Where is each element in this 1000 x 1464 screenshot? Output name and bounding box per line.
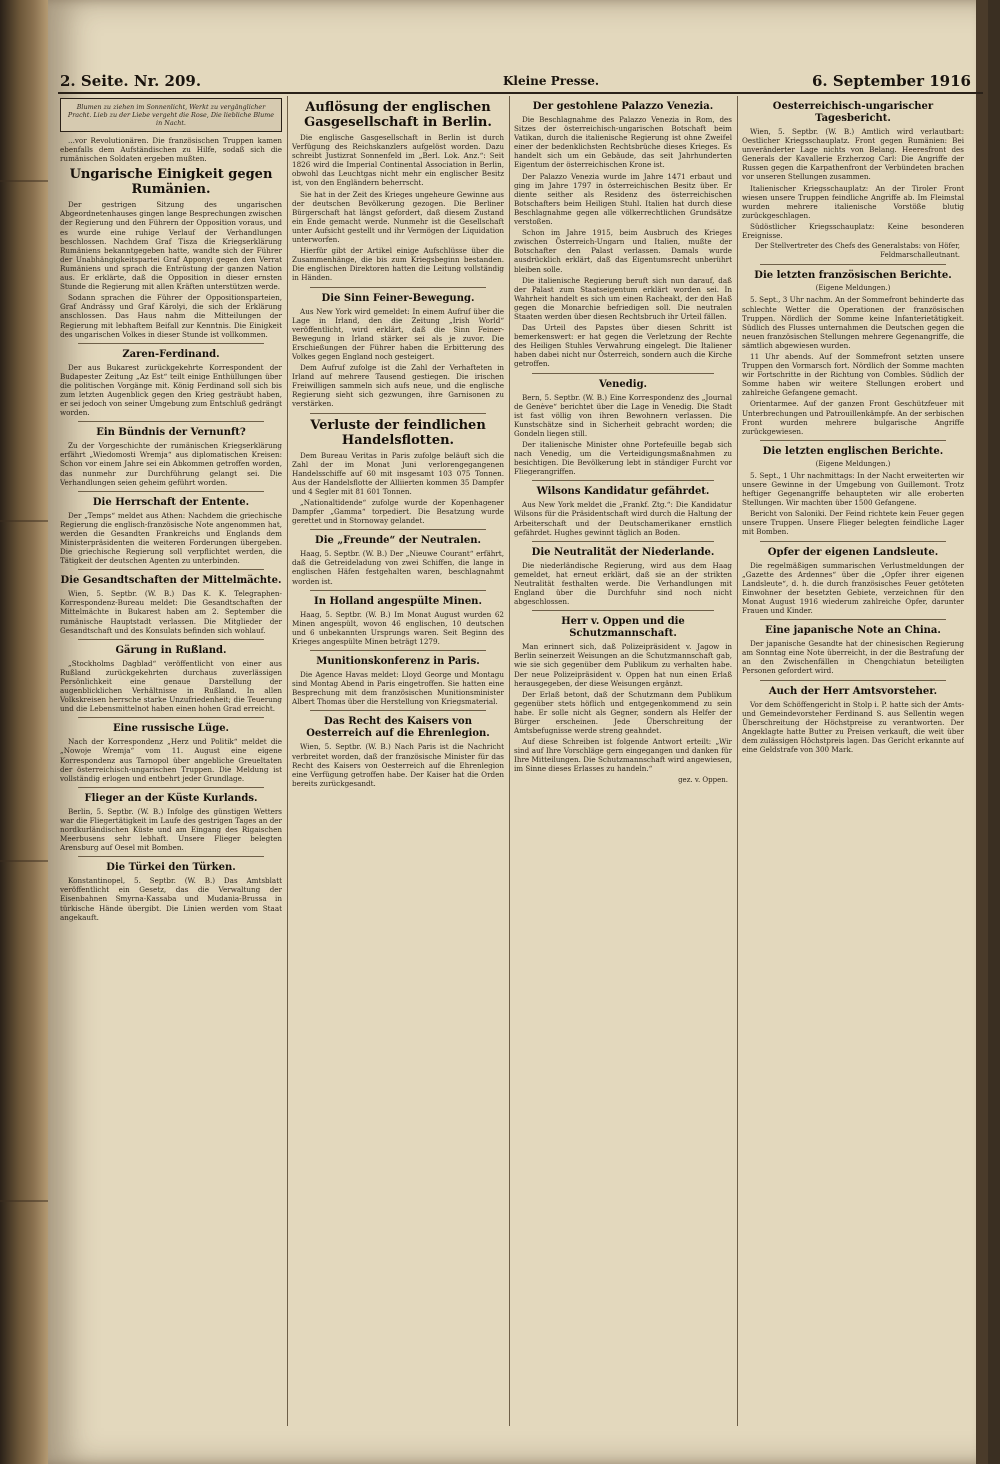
column-4 — [742, 96, 964, 1431]
divider — [532, 480, 714, 481]
headline: Eine russische Lüge. — [112, 723, 230, 735]
article-text: Der aus Bukarest zurückgekehrte Korrespondent der Budapester Zeitung „Az Est“ teilt einige Enthüllungen über die politischen Vorgänge mit. König Ferdinand soll sich bis zum letzten Augenblick gegen den Krieg gesträubt haben, er sei jedoch von seiner Umgebung zum Entschluß gedrängt worden. — [60, 362, 282, 418]
headline: Gärung in Rußland. — [115, 644, 227, 656]
article-text: ...vor Revolutionären. Die französischen Truppen kamen ebenfalls dem Aufständischen zu Hilfe, sodaß sich die rumänischen Soldaten ergeben mußten. — [60, 136, 282, 164]
article-text: Wien, 5. Septbr. (W. B.) Nach Paris ist die Nachricht verbreitet worden, daß der französische Minister für das Recht des Kaisers von Oesterreich auf die Ehrenlegion eine Verfügung getroffen habe. Der Kaiser hat die Orden bereits zurückgesandt. — [292, 742, 504, 788]
divider — [760, 680, 946, 681]
article-text: Südöstlicher Kriegsschauplatz: Keine besonderen Ereignisse. — [742, 221, 964, 241]
headline: Ungarische Einigkeit gegen Rumänien. — [69, 167, 273, 198]
signature: Der Stellvertreter des Chefs des Generalstabs: von Höfer, Feldmarschalleutnant. — [754, 242, 960, 260]
headline: Opfer der eigenen Landsleute. — [767, 546, 939, 558]
poem-box: Blumen zu ziehen im Sonnenlicht, Werkt zu vergänglicher Pracht. Lieb zu der Liebe vergeht die Rose, Die liebliche Blume in Nacht. — [60, 98, 282, 132]
headline: Auch der Herr Amtsvorsteher. — [768, 685, 938, 697]
article-text: Nach der Korrespondenz „Herz und Politik“ meldet die „Nowoje Wremja“ vom 11. August eine eigene Korrespondenz aus Tarnopol über angebliche Greueltaten der österreichisch-ungarischen Truppen. Die Meldung ist vollständig erlogen und entbehrt jeder Grundlage. — [60, 737, 282, 783]
article-text: Berlin, 5. Septbr. (W. B.) Infolge des günstigen Wetters war die Fliegertätigkeit im Laufe des gestrigen Tages an der nordkurländischen Küste und am Eingang des Rigaischen Meerbusens sehr lebhaft. Unsere Flieger belegten Arensburg auf Oesel mit Bomben. — [60, 806, 282, 853]
divider — [532, 541, 714, 542]
article-text: Die italienische Regierung beruft sich nun darauf, daß der Palast zum Staatseigentum erklärt worden sei. In Wahrheit handelt es sich um einen Racheakt, der den Haß gegen die Monarchie befriedigen soll. Die neutralen Staaten werden über diesen Rechtsbruch ihr Urteil fällen. — [514, 275, 732, 321]
paper-name: Kleine Presse. — [503, 74, 600, 88]
divider — [760, 264, 946, 265]
headline: Der gestohlene Palazzo Venezia. — [532, 101, 714, 112]
signature: gez. v. Oppen. — [678, 775, 728, 784]
article-text: Die Agence Havas meldet: Lloyd George und Montagu sind Montag Abend in Paris eingetroffen. Sie hatten eine Besprechung mit dem französischen Munitionsminister Albert Thomas über die Herstellung von Kriegsmaterial. — [292, 670, 504, 707]
headline: Eine japanische Note an China. — [765, 625, 941, 637]
article-text: Hierfür gibt der Artikel einige Aufschlüsse über die Zusammenhänge, die bis zum Kriegsbeginn bestanden. Die englischen Direktoren hatten die Leitung vollständig in Händen. — [292, 246, 504, 283]
divider — [78, 421, 264, 422]
article-text: Der Erlaß betont, daß der Schutzmann dem Publikum gegenüber stets höflich und entgegenkommend zu sein habe. Er solle nicht als Gegner, sondern als Helfer der Bürger erscheinen. Jede Überschreitung der Amtsbefugnisse werde streng geahndet. — [514, 689, 732, 736]
divider — [310, 287, 486, 288]
headline: Das Recht des Kaisers von Oesterreich auf die Ehrenlegion. — [306, 716, 490, 740]
article-text: Die englische Gasgesellschaft in Berlin ist durch Verfügung des Reichskanzlers aufgelöst worden. Dazu schreibt Justizrat Sonnenfeld im „Berl. Lok. Anz.“: Seit 1826 wird die Imperial Continental Association in Berlin, obwohl das Leuchtgas nicht mehr ein englischer Besitz ist, von den Engländern beherrscht. — [292, 133, 504, 188]
article-text: Zu der Vorgeschichte der rumänischen Kriegserklärung erfährt „Wiedomosti Wremja“ aus diplomatischen Kreisen: Schon vor einem Jahre sei ein Abkommen getroffen worden, das nunmehr zur Durchführung gelangt sei. Die Verhandlungen seien geheim geführt worden. — [60, 441, 282, 487]
header-rule — [58, 92, 983, 94]
article-text: Dem Bureau Veritas in Paris zufolge beläuft sich die Zahl der im Monat Juni verlorengegangenen Handelsschiffe auf 60 mit insgesamt 103 075 Tonnen. Aus der Handelsflotte der Alliierten kommen 35 Dampfer und 4 Segler mit 81 601 Tonnen. — [292, 450, 504, 496]
article-text: „Nationaltidende“ zufolge wurde der Kopenhagener Dampfer „Gamma“ torpediert. Die Besatzung wurde gerettet und in Stornoway gelandet. — [292, 498, 504, 526]
headline: Oesterreichisch-ungarischer Tagesbericht. — [772, 101, 934, 124]
article-text: Auf diese Schreiben ist folgende Antwort erteilt: „Wir sind auf Ihre Vorschläge gern eingegangen und danken für Ihre Mitteilungen. Die Schutzmannschaft wird angewiesen, im Sinne dieses Erlasses zu handeln.“ — [514, 737, 732, 774]
article-text: 5. Sept., 1 Uhr nachmittags: In der Nacht erweiterten wir unsere Gewinne in der Umgebung von Guillemont. Trotz heftiger Gegenangriffe behaupteten wir alle eroberten Stellungen. Wir machten über 1500 Gefangene. — [742, 470, 964, 508]
newspaper-page — [48, 0, 988, 1464]
article-text: Haag, 5. Septbr. (W. B.) Im Monat August wurden 62 Minen angespült, wovon 46 englischen, 10 deutschen und 6 unbekannten Ursprungs waren. Seit Beginn des Krieges angespülte Minen beträgt 1279. — [292, 609, 504, 646]
column-2 — [292, 96, 504, 1431]
divider — [532, 373, 714, 374]
headline: Wilsons Kandidatur gefährdet. — [536, 486, 710, 498]
divider — [760, 541, 946, 542]
column-separator — [509, 96, 510, 1426]
article-text: Wien, 5. Septbr. (W. B.) Das K. K. Telegraphen-Korrespondenz-Bureau meldet: Die Gesandtschaften der Mittelmächte in Bukarest haben am 2. September die rumänische Hauptstadt verlassen. Die Mitglieder der Gesandtschaft und des Konsulats befinden sich wohlauf. — [60, 589, 282, 635]
article-text: Der japanische Gesandte hat der chinesischen Regierung am Sonntag eine Note überreicht, in der die Bestrafung der an den Zwischenfällen in Chengchiatun beteiligten Personen gefordert wird. — [742, 639, 964, 676]
divider — [78, 343, 264, 344]
page-number: 2. Seite. Nr. 209. — [60, 72, 202, 90]
page-edge — [976, 0, 988, 1464]
headline: Die Sinn Feiner-Bewegung. — [321, 292, 475, 304]
divider — [532, 610, 714, 611]
article-text: Der gestrigen Sitzung des ungarischen Abgeordnetenhauses gingen lange Besprechungen zwischen der Regierung und den Führern der Opposition voraus, und es wurde eine ruhige Verlauf der Verhandlungen beschlossen. Nachdem Graf Tisza die Kriegserklärung Rumäniens bekanntgegeben hatte, wandte sich der Führer der Unabhängigkeitspartei Graf Apponyi gegen den Verrat Rumäniens und sprach die Entrüstung der ganzen Nation aus. Er erklärte, daß die Opposition in dieser ernsten Stunde die Regierung mit allen Kräften unterstützen werde. — [60, 200, 282, 292]
article-text: Konstantinopel, 5. Septbr. (W. B.) Das Amtsblatt veröffentlicht ein Gesetz, das die Verwaltung der Eisenbahnen Smyrna-Kassaba und Mudania-Brussa in türkische Hände übergibt. Die Linien werden vom Staat angekauft. — [60, 876, 282, 922]
headline: Venedig. — [598, 378, 648, 390]
article-text: 11 Uhr abends. Auf der Sommefront setzten unsere Truppen den Vormarsch fort. Nördlich der Somme machten wir Fortschritte in der Richtung von Combles. Südlich der Somme haben wir weitere Stellungen erobert und zahlreiche Gefangene gemacht. — [742, 351, 964, 398]
article-text: Die Beschlagnahme des Palazzo Venezia in Rom, des Sitzes der österreichisch-ungarischen Botschaft beim Vatikan, durch die italienische Regierung ist ohne Zweifel einer der bedenklichsten Rechtsbrüche dieses Krieges. Es handelt sich um ein Gebäude, das seit Jahrhunderten Eigentum der österreichischen Krone ist. — [514, 115, 732, 170]
headline: Auflösung der englischen Gasgesellschaft in Berlin. — [304, 100, 492, 130]
divider — [310, 413, 486, 414]
article-text: Bericht von Saloniki. Der Feind richtete kein Feuer gegen unsere Truppen. Unsere Flieger belegten feindliche Lager mit Bomben. — [742, 509, 964, 537]
subheadline: (Eigene Meldungen.) — [815, 284, 891, 293]
divider — [78, 787, 264, 788]
article-text: Die regelmäßigen summarischen Verlustmeldungen der „Gazette des Ardennes“ über die „Opfer ihrer eigenen Landsleute“, d. h. die durch französisches Feuer getöteten Einwohner der besetzten Gebiete, verzeichnen für den Monat August 1916 wiederum zahlreiche Opfer, darunter Frauen und Kinder. — [742, 560, 964, 616]
headline: Die „Freunde“ der Neutralen. — [315, 535, 481, 547]
headline: Die Neutralität der Niederlande. — [531, 546, 715, 558]
headline: Flieger an der Küste Kurlands. — [84, 792, 258, 804]
subheadline: (Eigene Meldungen.) — [815, 459, 891, 468]
article-text: Der italienische Minister ohne Portefeuille begab sich nach Venedig, um die Verteidigungsmaßnahmen zu besichtigen. Die Bevölkerung lebt in ständiger Furcht vor Fliegerangriffen. — [514, 440, 732, 477]
column-separator — [737, 96, 738, 1426]
article-text: Orientarmee. Auf der ganzen Front Geschützfeuer mit Unterbrechungen und Patrouillenkämpfe. An der serbischen Front wurden mehrere bulgarische Angriffe zurückgewiesen. — [742, 399, 964, 436]
headline: Die letzten französischen Berichte. — [754, 270, 952, 282]
headline: Ein Bündnis der Vernunft? — [96, 427, 246, 439]
headline: Die letzten englischen Berichte. — [762, 445, 944, 457]
article-text: Der Palazzo Venezia wurde im Jahre 1471 erbaut und ging im Jahre 1797 in österreichischen Besitz über. Er diente seither als Residenz des österreichischen Botschafters beim Heiligen Stuhl. Italien hat durch diese Beschlagnahme gegen alle völkerrechtlichen Grundsätze verstoßen. — [514, 171, 732, 227]
divider — [310, 710, 486, 711]
article-text: Dem Aufruf zufolge ist die Zahl der Verhafteten in Irland auf mehrere Tausend gestiegen. Die irischen Freiwilligen sammeln sich aufs neue, und die englische Regierung sieht sich gezwungen, ihre Garnisonen zu verstärken. — [292, 363, 504, 409]
divider — [78, 717, 264, 718]
headline: In Holland angespülte Minen. — [314, 595, 482, 607]
headline: Die Gesandtschaften der Mittelmächte. — [60, 575, 282, 587]
column-1 — [60, 96, 282, 1431]
article-text: „Stockholms Dagblad“ veröffentlicht von einer aus Rußland zurückgekehrten durchaus zuverlässigen Persönlichkeit eine genaue Darstellung der augenblicklichen Verhältnisse in Rußland. In allen Volkskreisen herrsche starke Unzufriedenheit; die Teuerung und die Lebensmittelnot haben einen hohen Grad erreicht. — [60, 658, 282, 714]
article-text: Wien, 5. Septbr. (W. B.) Amtlich wird verlautbart: Oestlicher Kriegsschauplatz. Front gegen Rumänien: Bei unveränderter Lage nichts von Belang. Heeresfront des Generals der Kavallerie Erzherzog Carl: Die Angriffe der Russen gegen die Karpathenfront der Verbündeten brachen vor unseren Stellungen zusammen. — [742, 127, 964, 182]
article-text: Sodann sprachen die Führer der Oppositionsparteien, Graf Andrássy und Graf Károlyi, die sich der Erklärung anschlossen. Das Haus nahm die Mitteilungen der Regierung mit lebhaftem Beifall zur Kenntnis. Die Einigkeit des ungarischen Volkes in dieser Stunde ist vollkommen. — [60, 293, 282, 339]
divider — [78, 856, 264, 857]
headline: Munitionskonferenz in Paris. — [316, 656, 480, 668]
article-text: Der „Temps“ meldet aus Athen: Nachdem die griechische Regierung die englisch-französische Note angenommen hat, werden die Gesandten Frankreichs und Englands dem Ministerpräsidenten die weiteren Forderungen übergeben. Die griechische Regierung soll verpflichtet werden, die Tätigkeit der deutschen Agenten zu unterbinden. — [60, 510, 282, 566]
article-text: Bern, 5. Septbr. (W. B.) Eine Korrespondenz des „Journal de Genève“ berichtet über die Lage in Venedig. Die Stadt ist fast völlig von ihren Bewohnern verlassen. Die Kunstschätze sind in Sicherheit gebracht worden; die Gondeln liegen still. — [514, 392, 732, 438]
headline: Die Herrschaft der Entente. — [92, 496, 250, 508]
page-header — [58, 70, 983, 92]
article-text: Vor dem Schöffengericht in Stolp i. P. hatte sich der Amts- und Gemeindevorsteher Ferdinand S. aus Sellentin wegen Überschreitung der Höchstpreise zu verantworten. Der Angeklagte hatte Butter zu Preisen verkauft, die weit über dem zulässigen Höchstpreis lagen. Das Gericht erkannte auf eine Geldstrafe von 300 Mark. — [742, 699, 964, 754]
headline: Herr v. Oppen und die Schutzmannschaft. — [561, 616, 685, 640]
divider — [78, 491, 264, 492]
headline: Verluste der feindlichen Handelsflotten. — [310, 417, 486, 448]
headline: Die Türkei den Türken. — [106, 862, 236, 874]
article-text: Sie hat in der Zeit des Krieges ungeheure Gewinne aus der deutschen Bevölkerung gezogen. Die Berliner Bürgerschaft hat längst gefordert, daß diesem Zustand ein Ende gemacht werde. Nunmehr ist die Gesellschaft unter Aufsicht gestellt und ihr Vermögen der Liquidation unterworfen. — [292, 189, 504, 245]
article-text: Das Urteil des Papstes über diesen Schritt ist bemerkenswert: er hat gegen die Verletzung der Rechte des Heiligen Stuhles Verwahrung eingelegt. Die Italiener haben dabei nicht nur Österreich, sondern auch die Kirche getroffen. — [514, 323, 732, 369]
issue-date: 6. September 1916 — [812, 72, 971, 90]
column-separator — [287, 96, 288, 1426]
article-text: Schon im Jahre 1915, beim Ausbruch des Krieges zwischen Österreich-Ungarn und Italien, mußte der Botschafter den Palast verlassen. Damals wurde ausdrücklich erklärt, daß das Eigentumsrecht unberührt bleiben solle. — [514, 228, 732, 274]
article-text: Die niederländische Regierung, wird aus dem Haag gemeldet, hat erneut erklärt, daß sie an der strikten Neutralität festhalten werde. Die Verhandlungen mit England über die Durchfuhr sind noch nicht abgeschlossen. — [514, 560, 732, 607]
divider — [310, 650, 486, 651]
article-text: Aus New York wird gemeldet: In einem Aufruf über die Lage in Irland, den die Zeitung „Irish World“ veröffentlicht, wird erklärt, daß die Sinn Feiner-Bewegung in Irland stärker sei als je zuvor. Die Erschießungen der Führer haben die Erbitterung des Volkes gegen England noch gesteigert. — [292, 306, 504, 361]
column-3 — [514, 96, 732, 1431]
article-text: Aus New York meldet die „Frankf. Ztg.“: Die Kandidatur Wilsons für die Präsidentschaft wird durch die Haltung der Arbeiterschaft und der Deutschamerikaner ernstlich gefährdet. Hughes gewinnt täglich an Boden. — [514, 500, 732, 537]
article-text: Haag, 5. Septbr. (W. B.) Der „Nieuwe Courant“ erfährt, daß die Getreideladung von zwei Schiffen, die lange in englischen Häfen festgehalten waren, beschlagnahmt worden ist. — [292, 549, 504, 586]
divider — [760, 619, 946, 620]
article-text: Man erinnert sich, daß Polizeipräsident v. Jagow in Berlin seinerzeit Weisungen an die Schutzmannschaft gab, wie sie sich gegenüber dem Publikum zu verhalten habe. Der neue Polizeipräsident v. Oppen hat nun einen Erlaß herausgegeben, der diese Weisungen ergänzt. — [514, 642, 732, 688]
divider — [760, 440, 946, 441]
divider — [310, 529, 486, 530]
article-text: 5. Sept., 3 Uhr nachm. An der Sommefront behinderte das schlechte Wetter die Operationen der französischen Truppen. Nördlich der Somme keine Infanterietätigkeit. Südlich des Flusses unternahmen die Deutschen gegen die neuen französischen Stellungen mehrere Gegenangriffe, die sämtlich abgewiesen wurden. — [742, 295, 964, 350]
divider — [310, 590, 486, 591]
book-binding — [0, 0, 48, 1464]
article-text: Italienischer Kriegsschauplatz: An der Tiroler Front wiesen unsere Truppen feindliche Angriffe ab. Im Fleimstal wurden mehrere italienische Vorstöße blutig zurückgeschlagen. — [742, 183, 964, 220]
divider — [78, 639, 264, 640]
headline: Zaren-Ferdinand. — [122, 348, 220, 360]
divider — [78, 569, 264, 570]
